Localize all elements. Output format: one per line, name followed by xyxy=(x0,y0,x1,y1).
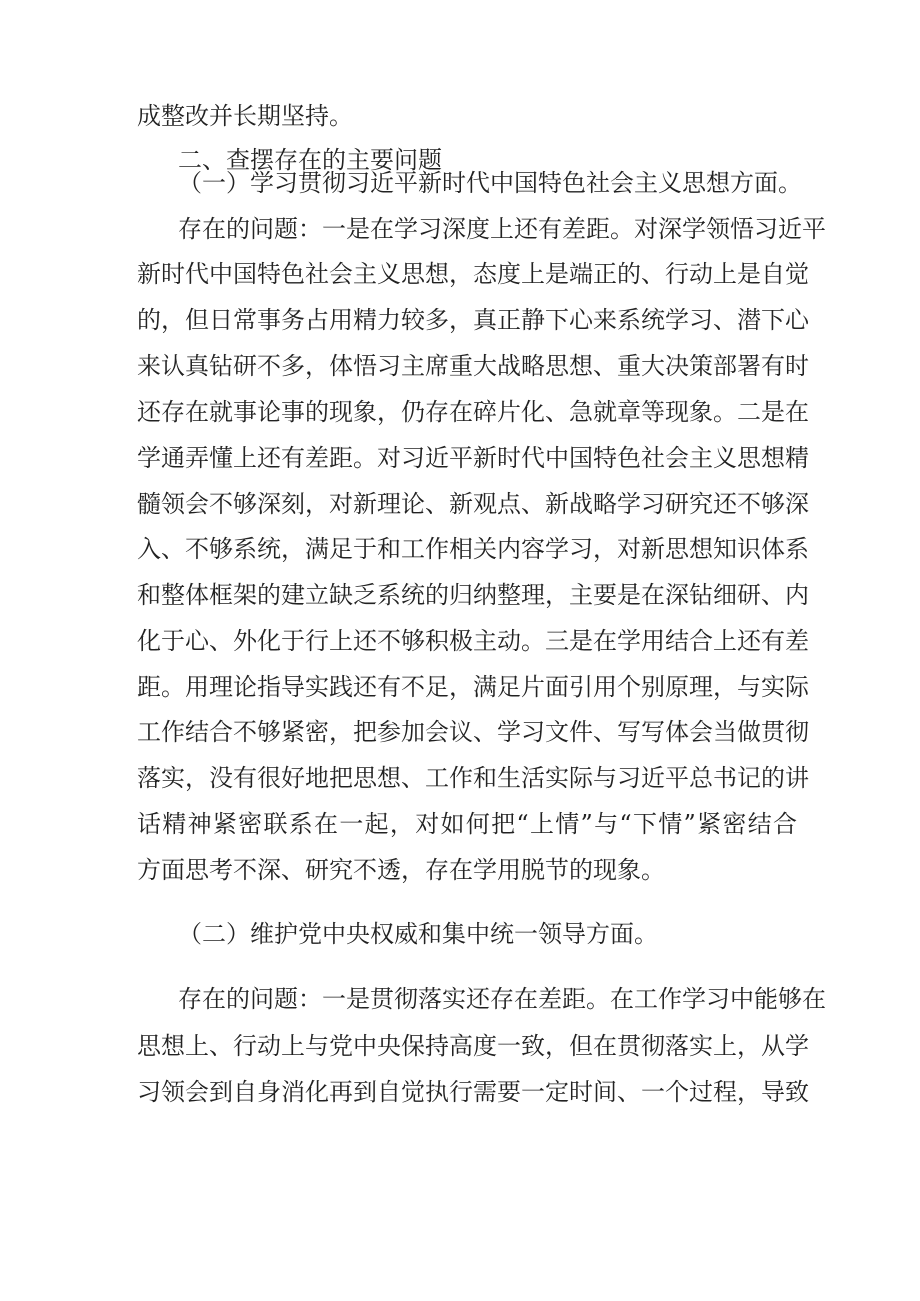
paragraph-line: 来认真钻研不多，体悟习主席重大战略思想、重大决策部署有时 xyxy=(137,352,809,380)
paragraph-line: 和整体框架的建立缺乏系统的归纳整理，主要是在深钻细研、内 xyxy=(137,581,809,609)
paragraph-line: 方面思考不深、研究不透，存在学用脱节的现象。 xyxy=(137,856,665,884)
text-line: 成整改并长期坚持。 xyxy=(137,102,353,130)
paragraph-line: 髓领会不够深刻，对新理论、新观点、新战略学习研究还不够深 xyxy=(137,490,809,518)
paragraph-line: 工作结合不够紧密，把参加会议、学习文件、写写体会当做贯彻 xyxy=(137,718,809,746)
paragraph-line: 习领会到自身消化再到自觉执行需要一定时间、一个过程，导致 xyxy=(137,1078,809,1106)
paragraph-line: 化于心、外化于行上还不够积极主动。三是在学用结合上还有差 xyxy=(137,627,809,655)
paragraph-line: 距。用理论指导实践还有不足，满足片面引用个别原理，与实际 xyxy=(137,673,809,701)
subsection-heading: （一）学习贯彻习近平新时代中国特色社会主义思想方面。 xyxy=(178,169,802,197)
paragraph-line: 存在的问题：一是在学习深度上还有差距。对深学领悟习近平 xyxy=(178,215,826,243)
section-heading: 二、查摆存在的主要问题 xyxy=(178,146,442,174)
subsection-heading: （二）维护党中央权威和集中统一领导方面。 xyxy=(178,920,658,948)
paragraph-line: 学通弄懂上还有差距。对习近平新时代中国特色社会主义思想精 xyxy=(137,444,809,472)
paragraph-line: 入、不够系统，满足于和工作相关内容学习，对新思想知识体系 xyxy=(137,535,809,563)
paragraph-line: 话精神紧密联系在一起，对如何把“上情”与“下情”紧密结合 xyxy=(137,810,797,838)
paragraph-line: 思想上、行动上与党中央保持高度一致，但在贯彻落实上，从学 xyxy=(137,1032,809,1060)
paragraph-line: 的，但日常事务占用精力较多，真正静下心来系统学习、潜下心 xyxy=(137,306,809,334)
paragraph-line: 存在的问题：一是贯彻落实还存在差距。在工作学习中能够在 xyxy=(178,985,826,1013)
paragraph-line: 还存在就事论事的现象，仍存在碎片化、急就章等现象。二是在 xyxy=(137,398,809,426)
paragraph-line: 新时代中国特色社会主义思想，态度上是端正的、行动上是自觉 xyxy=(137,260,809,288)
paragraph-line: 落实，没有很好地把思想、工作和生活实际与习近平总书记的讲 xyxy=(137,764,809,792)
